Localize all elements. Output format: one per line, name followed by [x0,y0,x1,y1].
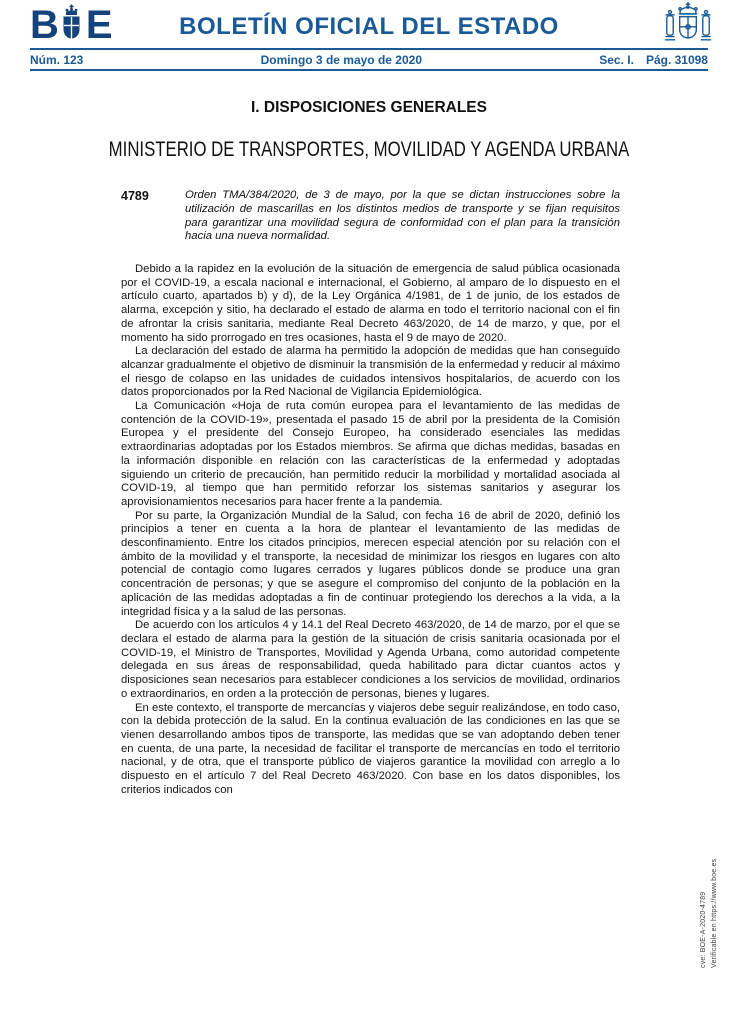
paragraph: La Comunicación «Hoja de ruta común europea para el levantamiento de las medidas de contención de la COVID-19», presentada el pasado 15 de abril por la presidenta de la Comisión Europea y el presidente del Consejo Europeo, ha considerado esenciales las medidas extraordinarias adoptadas por los Estados miembros. Se afirma que dichas medidas, basadas en la información disponible en relación con las características de la enfermedad y adoptadas siguiendo un criterio de precaución, han permitido reducir la morbilidad y mortalidad asociada al COVID-19, al tiempo que han permitido reforzar los sistemas sanitarios y asegurar los aprovisionamientos necesarios para hacer frente a la pandemia. [121,400,620,508]
verification-sidebar [699,859,720,968]
masthead [30,0,708,48]
logo-letter-e: E [85,3,111,47]
page-label: Pág. 31098 [645,52,708,67]
paragraph: Por su parte, la Organización Mundial de la Salud, con fecha 16 de abril de 2020, definió los principios a tener en cuenta a la hora de plantear el levantamiento de las medidas de desconfinamiento. Entre los citados principios, merecen especial atención por su relación con el ámbito de la movilidad y el transporte, la necesidad de minimizar los riesgos en lugares con alto potencial de contagio como lugares cerrados y lugares públicos donde se produce una gran concentración de personas; y que se asegure el compromiso del conjunto de la población en la aplicación de las medidas adoptadas a fin de continuar protegiendo los derechos a la vida, a la integridad física y a la salud de las personas. [121,509,620,618]
section-label: Sec. I. [599,52,634,67]
gazette-title: BOLETÍN OFICIAL DEL ESTADO [179,13,559,40]
paragraph: De acuerdo con los artículos 4 y 14.1 del Real Decreto 463/2020, de 14 de marzo, por el que se declara el estado de alarma para la gestión de la situación de crisis sanitaria ocasionada por el COVID-19, el Ministro de Transportes, Movilidad y Agenda Urbana, como autoridad competente delegada en sus áreas de responsabilidad, queda habilitado para dictar cuantos actos y disposiciones sean necesarios para establecer condiciones a los servicios de movilidad, ordinarios o extraordinarios, en orden a la protección de personas, bienes y lugares. [121,619,620,700]
paragraph: La declaración del estado de alarma ha permitido la adopción de medidas que han conseguido alcanzar gradualmente el objetivo de disminuir la transmisión de la enfermedad y reducir al máximo el riesgo de colapso en las unidades de cuidados intensivos hospitalarios, de acuerdo con los datos proporcionados por la Red Nacional de Vigilancia Epidemiológica. [121,345,620,399]
issue-meta-bar [30,48,708,71]
logo-letter-b: B [30,3,57,47]
section-heading: I. DISPOSICIONES GENERALES [251,99,487,116]
verification-url: Verificable en https://www.boe.es [710,858,718,968]
issue-number: Núm. 123 [30,52,84,67]
cve-code: cve: BOE-A-2020-4789 [700,891,707,968]
paragraph: En este contexto, el transporte de mercancías y viajeros debe seguir realizándose, en todo caso, con la debida protección de la salud. En la continua evaluación de las condiciones en las que se vienen desarrollando ambos tipos de transporte, las medidas que se van adoptando deben tener en cuenta, de una parte, la necesidad de facilitar el transporte de mercancías en todo el territorio nacional, y de otra, que el transporte público de viajeros garantice la movilidad con arreglo a lo dispuesto en el artículo 7 del Real Decreto 463/2020. Con base en los datos disponibles, los criterios indicados con [121,701,620,796]
ministry-heading: MINISTERIO DE TRANSPORTES, MOVILIDAD Y AGENDA URBANA [108,137,630,161]
coat-of-arms-icon [660,1,716,54]
document-body [121,263,620,797]
disposition [121,189,620,244]
paragraph: Debido a la rapidez en la evolución de la situación de emergencia de salud pública ocasionada por el COVID-19, a escala nacional e internacional, el Gobierno, al amparo de lo dispuesto en el artículo cuarto, apartados b) y d), de la Ley Orgánica 4/1981, de 1 de junio, de los estados de alarma, excepción y sitio, ha declarado el estado de alarma en todo el territorio nacional con el fin de afrontar la crisis sanitaria, mediante Real Decreto 463/2020, de 14 de marzo, y que, por el momento ha sido prorrogado en tres ocasiones, hasta el 9 de mayo de 2020. [121,263,620,344]
disposition-summary: Orden TMA/384/2020, de 3 de mayo, por la que se dictan instrucciones sobre la utilización de mascarillas en los distintos medios de transporte y se fijan requisitos para garantizar una movilidad segura de conformidad con el plan para la transición hacia una nueva normalidad. [185,189,620,243]
issue-date: Domingo 3 de mayo de 2020 [260,52,422,67]
disposition-number: 4789 [121,189,149,203]
